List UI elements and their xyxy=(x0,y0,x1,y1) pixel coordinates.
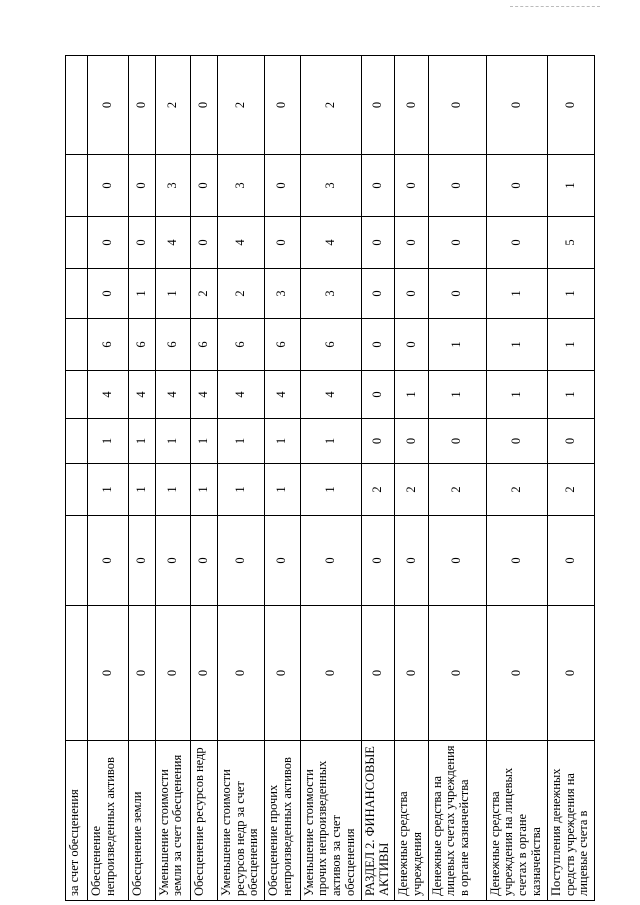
code-digit-cell: 1 xyxy=(486,319,547,371)
code-digit-cell: 2 xyxy=(217,269,264,319)
code-digit-cell: 0 xyxy=(265,606,301,741)
row-label: Денежные средства учреждения на лицевых счетах в органе казначейства xyxy=(486,741,547,901)
code-digit-cell: 6 xyxy=(129,319,156,371)
code-digit-cell: 0 xyxy=(428,269,486,319)
code-digit-cell: 0 xyxy=(486,516,547,606)
empty-cell xyxy=(66,516,88,606)
code-digit-cell: 6 xyxy=(217,319,264,371)
table-row xyxy=(486,56,547,901)
table-row xyxy=(88,56,129,901)
code-digit-cell: 1 xyxy=(395,371,428,419)
code-digit-cell: 0 xyxy=(155,606,191,741)
code-digit-cell: 1 xyxy=(486,371,547,419)
code-digit-cell: 0 xyxy=(217,516,264,606)
code-digit-cell: 1 xyxy=(547,371,594,419)
row-label: Обесценение земли xyxy=(129,741,156,901)
code-digit-cell: 1 xyxy=(547,155,594,217)
empty-cell xyxy=(66,419,88,464)
code-digit-cell: 1 xyxy=(129,269,156,319)
code-digit-cell: 1 xyxy=(217,464,264,516)
code-digit-cell: 0 xyxy=(428,419,486,464)
code-digit-cell: 0 xyxy=(129,516,156,606)
code-digit-cell: 0 xyxy=(395,269,428,319)
code-digit-cell: 1 xyxy=(265,464,301,516)
empty-cell xyxy=(66,56,88,155)
code-digit-cell: 4 xyxy=(129,371,156,419)
code-digit-cell: 2 xyxy=(395,464,428,516)
empty-cell xyxy=(66,606,88,741)
code-digit-cell: 0 xyxy=(265,516,301,606)
code-digit-cell: 2 xyxy=(300,56,361,155)
code-digit-cell: 0 xyxy=(428,56,486,155)
code-digit-cell: 0 xyxy=(88,217,129,269)
code-digit-cell: 0 xyxy=(155,516,191,606)
row-label: Денежные средства на лицевых счетах учреждения в органе казначейства xyxy=(428,741,486,901)
row-label: за счет обесценения xyxy=(66,741,88,901)
table-row xyxy=(428,56,486,901)
code-digit-cell: 0 xyxy=(486,56,547,155)
code-digit-cell: 0 xyxy=(486,606,547,741)
code-digit-cell: 0 xyxy=(361,269,395,319)
code-digit-cell: 0 xyxy=(361,319,395,371)
code-digit-cell: 6 xyxy=(300,319,361,371)
code-digit-cell: 0 xyxy=(88,606,129,741)
code-digit-cell: 0 xyxy=(265,56,301,155)
empty-cell xyxy=(66,269,88,319)
code-digit-cell: 0 xyxy=(191,516,218,606)
code-digit-cell: 3 xyxy=(300,155,361,217)
code-digit-cell: 1 xyxy=(155,464,191,516)
code-digit-cell: 1 xyxy=(547,319,594,371)
code-digit-cell: 0 xyxy=(88,269,129,319)
code-digit-cell: 0 xyxy=(395,516,428,606)
code-digit-cell: 2 xyxy=(155,56,191,155)
code-digit-cell: 4 xyxy=(191,371,218,419)
row-label: Уменьшение стоимости земли за счет обесценения xyxy=(155,741,191,901)
code-digit-cell: 1 xyxy=(428,371,486,419)
empty-cell xyxy=(66,319,88,371)
code-digit-cell: 0 xyxy=(395,217,428,269)
code-digit-cell: 1 xyxy=(88,464,129,516)
code-digit-cell: 4 xyxy=(300,371,361,419)
code-digit-cell: 0 xyxy=(486,217,547,269)
code-digit-cell: 4 xyxy=(88,371,129,419)
code-digit-cell: 6 xyxy=(265,319,301,371)
code-digit-cell: 4 xyxy=(217,371,264,419)
code-digit-cell: 0 xyxy=(129,606,156,741)
code-digit-cell: 1 xyxy=(88,419,129,464)
code-digit-cell: 0 xyxy=(361,371,395,419)
table-row xyxy=(129,56,156,901)
code-digit-cell: 0 xyxy=(191,155,218,217)
code-digit-cell: 1 xyxy=(428,319,486,371)
code-digit-cell: 2 xyxy=(428,464,486,516)
code-digit-cell: 1 xyxy=(155,269,191,319)
row-label: Уменьшение стоимости прочих непроизведенных активов за счет обесценения xyxy=(300,741,361,901)
code-digit-cell: 1 xyxy=(191,419,218,464)
code-digit-cell: 1 xyxy=(217,419,264,464)
code-digit-cell: 1 xyxy=(486,269,547,319)
code-digit-cell: 0 xyxy=(361,217,395,269)
table-row xyxy=(395,56,428,901)
empty-cell xyxy=(66,155,88,217)
row-label: Обесценение ресурсов недр xyxy=(191,741,218,901)
code-digit-cell: 1 xyxy=(300,464,361,516)
code-digit-cell: 0 xyxy=(129,155,156,217)
code-digit-cell: 1 xyxy=(300,419,361,464)
code-digit-cell: 2 xyxy=(361,464,395,516)
table-row xyxy=(191,56,218,901)
table-body xyxy=(66,56,595,901)
code-digit-cell: 0 xyxy=(129,56,156,155)
rotated-page xyxy=(65,56,595,901)
code-digit-cell: 0 xyxy=(547,56,594,155)
code-digit-cell: 1 xyxy=(191,464,218,516)
code-digit-cell: 0 xyxy=(361,155,395,217)
code-digit-cell: 0 xyxy=(265,155,301,217)
code-digit-cell: 1 xyxy=(155,419,191,464)
code-digit-cell: 4 xyxy=(300,217,361,269)
code-digit-cell: 0 xyxy=(361,56,395,155)
row-label: Денежные средства учреждения xyxy=(395,741,428,901)
code-digit-cell: 0 xyxy=(395,56,428,155)
code-digit-cell: 3 xyxy=(217,155,264,217)
table-row xyxy=(155,56,191,901)
code-digit-cell: 0 xyxy=(88,516,129,606)
code-digit-cell: 4 xyxy=(155,217,191,269)
code-digit-cell: 0 xyxy=(395,419,428,464)
code-digit-cell: 4 xyxy=(155,371,191,419)
code-digit-cell: 6 xyxy=(191,319,218,371)
code-digit-cell: 0 xyxy=(428,217,486,269)
code-digit-cell: 0 xyxy=(395,155,428,217)
code-digit-cell: 3 xyxy=(155,155,191,217)
code-digit-cell: 0 xyxy=(428,155,486,217)
code-digit-cell: 0 xyxy=(88,155,129,217)
row-label: Обесценение непроизведенных активов xyxy=(88,741,129,901)
code-digit-cell: 1 xyxy=(129,464,156,516)
code-digit-cell: 0 xyxy=(88,56,129,155)
code-digit-cell: 6 xyxy=(155,319,191,371)
empty-cell xyxy=(66,217,88,269)
table-row xyxy=(361,56,395,901)
code-digit-cell: 2 xyxy=(486,464,547,516)
code-digit-cell: 0 xyxy=(361,419,395,464)
code-digit-cell: 0 xyxy=(395,606,428,741)
table-row-header xyxy=(66,56,88,901)
code-digit-cell: 2 xyxy=(547,464,594,516)
code-digit-cell: 1 xyxy=(547,269,594,319)
code-digit-cell: 0 xyxy=(191,56,218,155)
row-label: РАЗДЕЛ 2. ФИНАНСОВЫЕ АКТИВЫ xyxy=(361,741,395,901)
code-digit-cell: 0 xyxy=(361,516,395,606)
code-digit-cell: 3 xyxy=(300,269,361,319)
code-digit-cell: 0 xyxy=(547,516,594,606)
code-digit-cell: 2 xyxy=(217,56,264,155)
code-digit-cell: 0 xyxy=(300,606,361,741)
code-digit-cell: 0 xyxy=(486,419,547,464)
code-digit-cell: 5 xyxy=(547,217,594,269)
scan-edge-mark xyxy=(510,6,600,8)
code-digit-cell: 4 xyxy=(217,217,264,269)
code-digit-cell: 1 xyxy=(265,419,301,464)
code-digit-cell: 0 xyxy=(217,606,264,741)
accounts-table xyxy=(65,55,595,901)
code-digit-cell: 4 xyxy=(265,371,301,419)
empty-cell xyxy=(66,464,88,516)
table-row xyxy=(300,56,361,901)
code-digit-cell: 3 xyxy=(265,269,301,319)
code-digit-cell: 2 xyxy=(191,269,218,319)
table-row xyxy=(547,56,594,901)
code-digit-cell: 0 xyxy=(191,606,218,741)
code-digit-cell: 6 xyxy=(88,319,129,371)
code-digit-cell: 0 xyxy=(265,217,301,269)
code-digit-cell: 0 xyxy=(486,155,547,217)
table-row xyxy=(217,56,264,901)
code-digit-cell: 0 xyxy=(547,419,594,464)
table-row xyxy=(265,56,301,901)
code-digit-cell: 0 xyxy=(428,606,486,741)
code-digit-cell: 0 xyxy=(191,217,218,269)
code-digit-cell: 0 xyxy=(547,606,594,741)
code-digit-cell: 1 xyxy=(129,419,156,464)
code-digit-cell: 0 xyxy=(129,217,156,269)
row-label: Обесценение прочих непроизведенных активов xyxy=(265,741,301,901)
code-digit-cell: 0 xyxy=(361,606,395,741)
code-digit-cell: 0 xyxy=(300,516,361,606)
row-label: Поступления денежных средств учреждения на лицевые счета в xyxy=(547,741,594,901)
code-digit-cell: 0 xyxy=(395,319,428,371)
empty-cell xyxy=(66,371,88,419)
code-digit-cell: 0 xyxy=(428,516,486,606)
row-label: Уменьшение стоимости ресурсов недр за счет обесценения xyxy=(217,741,264,901)
